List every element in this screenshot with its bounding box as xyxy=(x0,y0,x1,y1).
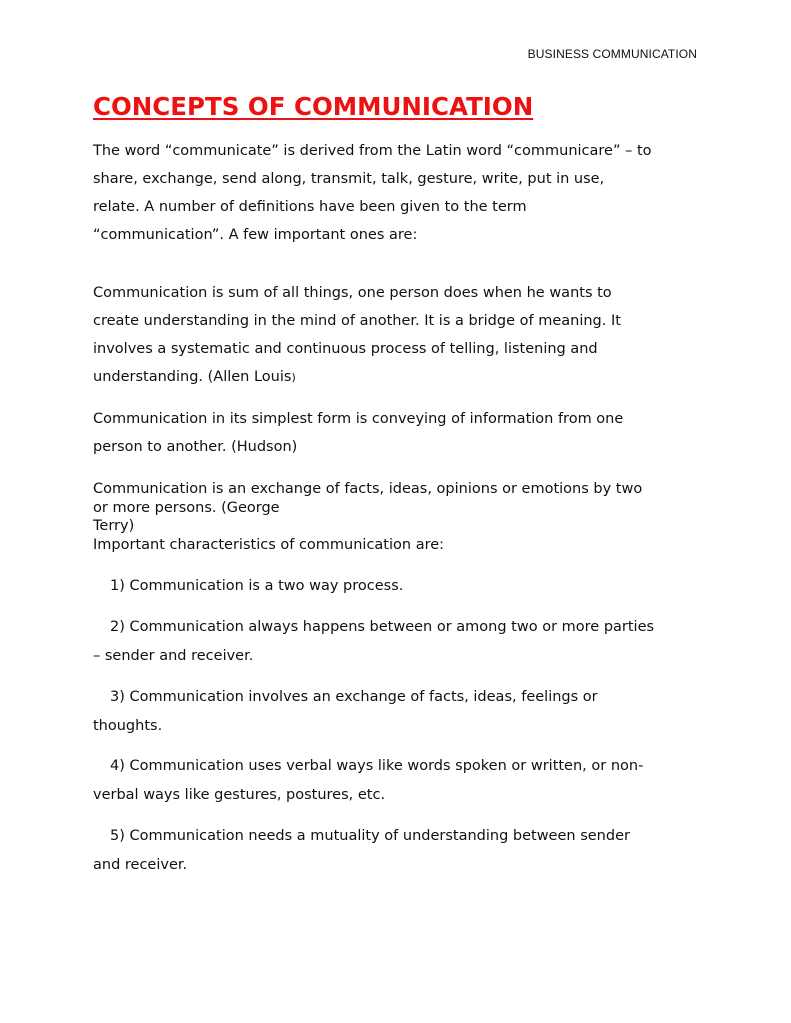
paragraph-line: Communication is sum of all things, one person does when he wants to xyxy=(93,285,612,301)
paragraph-line: or more persons. (George xyxy=(93,499,280,516)
list-item-line: 2) Communication always happens between or among two or more parties xyxy=(110,619,655,635)
paragraph-line: Communication in its simplest form is conveying of information from one xyxy=(93,411,624,427)
list-item-line: verbal ways like gestures, postures, etc. xyxy=(93,787,386,803)
paragraph-line: involves a systematic and continuous process of telling, listening and xyxy=(93,341,598,357)
running-header: BUSINESS COMMUNICATION xyxy=(527,47,697,61)
page-title: CONCEPTS OF COMMUNICATION xyxy=(93,92,534,121)
paragraph-line-text: understanding. (Allen Louis xyxy=(93,369,292,385)
list-item-line: 4) Communication uses verbal ways like words spoken or written, or non- xyxy=(110,758,644,774)
paragraph-line: Important characteristics of communication are: xyxy=(93,536,445,553)
list-item xyxy=(93,683,703,741)
paragraph-line: relate. A number of definitions have been given to the term xyxy=(93,199,527,215)
definition-paragraph xyxy=(93,480,703,554)
list-item xyxy=(93,752,703,810)
list-item-line: – sender and receiver. xyxy=(93,648,254,664)
list-item xyxy=(93,572,703,601)
list-item xyxy=(93,613,703,671)
intro-paragraph xyxy=(93,137,703,249)
paragraph-line: Terry) xyxy=(93,518,135,534)
list-item xyxy=(93,822,703,880)
paragraph-line: create understanding in the mind of another. It is a bridge of meaning. It xyxy=(93,313,621,329)
definition-paragraph xyxy=(93,405,703,461)
paragraph-line: “communication”. A few important ones are: xyxy=(93,227,418,243)
paragraph-line: Communication is an exchange of facts, ideas, opinions or emotions by two xyxy=(93,481,643,497)
paragraph-line xyxy=(93,363,703,392)
definition-paragraph xyxy=(93,279,703,392)
paragraph-line: The word “communicate” is derived from the Latin word “communicare” – to xyxy=(93,143,652,159)
paragraph-line: share, exchange, send along, transmit, talk, gesture, write, put in use, xyxy=(93,171,605,187)
list-item-line: 1) Communication is a two way process. xyxy=(110,578,404,594)
list-item-line: 3) Communication involves an exchange of facts, ideas, feelings or xyxy=(110,689,598,705)
paragraph-line: person to another. (Hudson) xyxy=(93,439,298,455)
list-item-line: 5) Communication needs a mutuality of understanding between sender xyxy=(110,828,630,844)
list-item-line: and receiver. xyxy=(93,857,188,873)
list-item-line: thoughts. xyxy=(93,718,163,734)
closing-paren: ) xyxy=(291,371,296,384)
